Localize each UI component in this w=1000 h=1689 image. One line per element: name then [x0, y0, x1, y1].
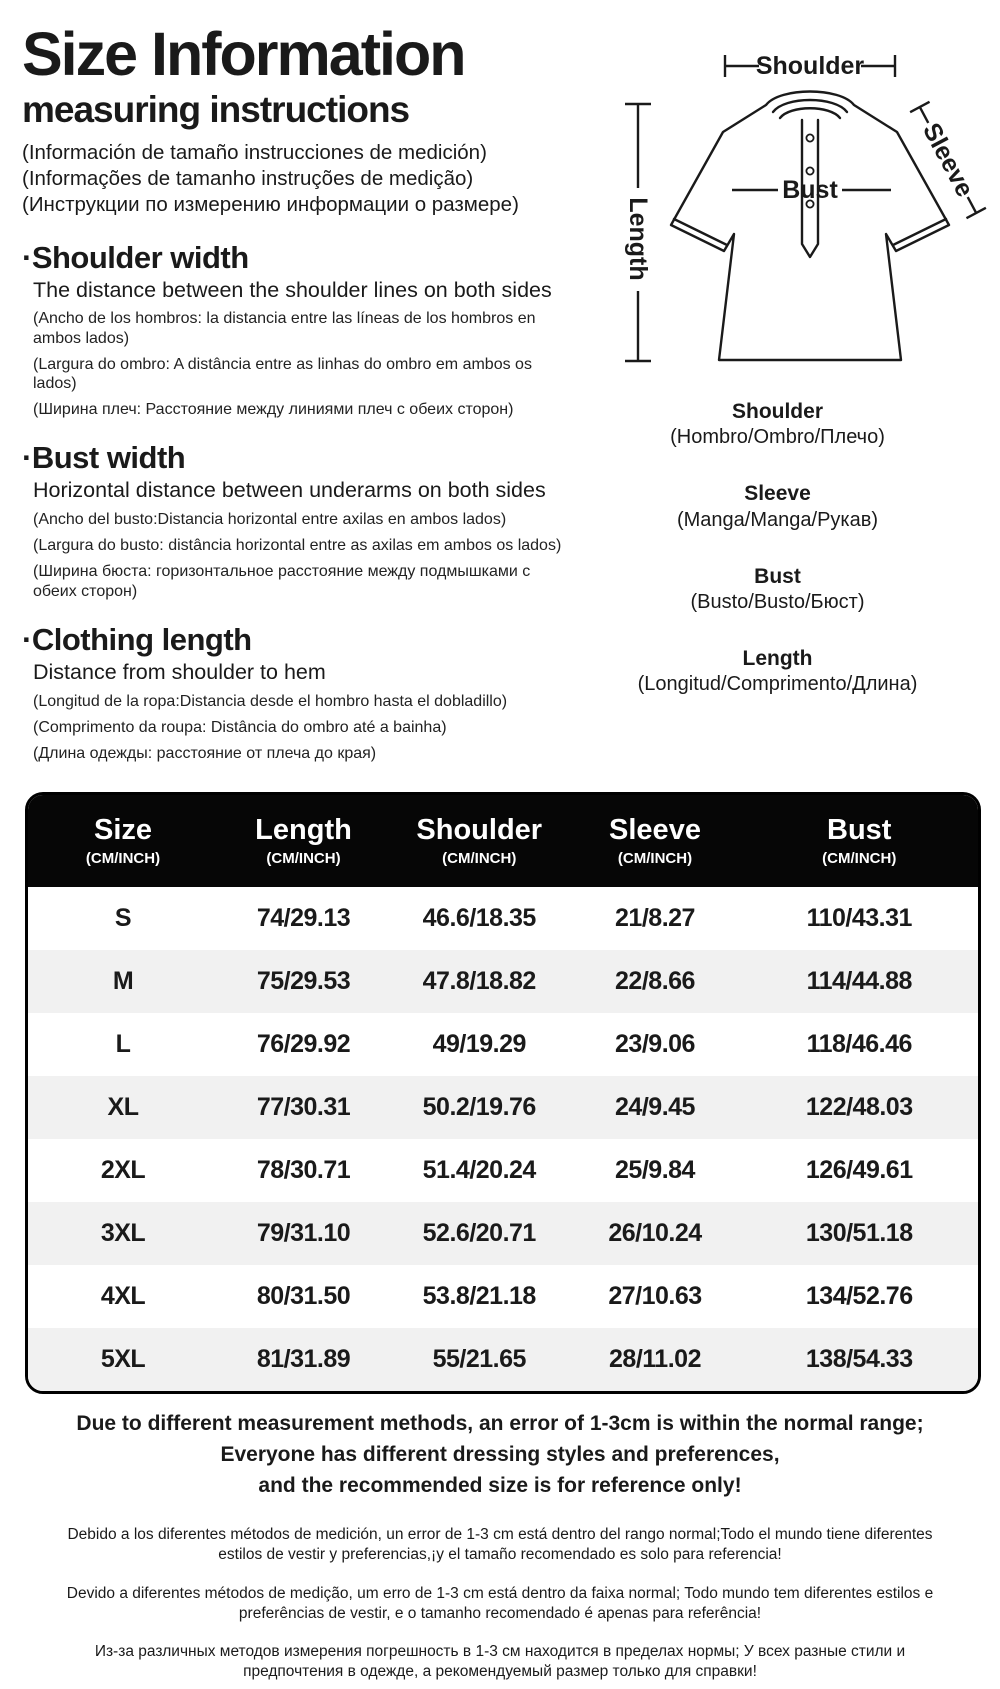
translation-es: (Longitud de la ropa:Distancia desde el hombro hasta el dobladillo) — [33, 692, 508, 710]
table-row — [28, 1265, 978, 1328]
cell-length: 80/31.50 — [256, 1282, 351, 1310]
legend-term: Sleeve — [744, 482, 811, 506]
cell-size: L — [115, 1030, 131, 1058]
subtitle-translations — [22, 140, 567, 219]
cell-sleeve: 21/8.27 — [615, 904, 695, 932]
cell-size: 5XL — [100, 1345, 146, 1373]
table-row — [28, 1139, 978, 1202]
column-header-size — [28, 815, 218, 866]
notice-russian: Из-за различных методов измерения погрешность в 1-3 см находится в пределах нормы; У всех разные стили и предпочтения в одежде, а рекомендуемый размер только для справки! — [94, 1642, 906, 1680]
translation-ru: (Ширина бюста: горизонтальное расстояние между подмышками с обеих сторон) — [33, 563, 531, 600]
translation-pt: (Largura do busto: distância horizontal entre as axilas em ambos os lados) — [33, 537, 562, 555]
notice-english — [0, 1408, 1000, 1501]
section-title: ·Shoulder width — [22, 239, 249, 275]
translation-es: (Ancho del busto:Distancia horizontal entre axilas en ambos lados) — [33, 511, 507, 529]
cell-sleeve: 22/8.66 — [615, 967, 695, 995]
column-unit: (CM/INCH) — [266, 849, 341, 867]
cell-bust: 114/44.88 — [806, 967, 912, 995]
column-title: Size — [93, 814, 153, 847]
table-row — [28, 1076, 978, 1139]
section-description: The distance between the shoulder lines on both sides — [33, 277, 552, 302]
cell-bust: 118/46.46 — [806, 1030, 912, 1058]
diagram-sleeve-label: Sleeve — [917, 118, 979, 202]
table-row — [28, 1328, 978, 1391]
cell-bust: 134/52.76 — [805, 1282, 913, 1310]
table-row — [28, 887, 978, 950]
subtitle-translation-ru: (Инструкции по измерению информации о размере) — [22, 193, 519, 217]
column-title: Shoulder — [416, 814, 543, 847]
column-unit: (CM/INCH) — [822, 849, 897, 867]
cell-shoulder: 50.2/19.76 — [422, 1093, 536, 1121]
cell-length: 79/31.10 — [256, 1219, 351, 1247]
cell-shoulder: 55/21.65 — [432, 1345, 526, 1373]
column-unit: (CM/INCH) — [85, 849, 161, 867]
legend-translation: (Longitud/Comprimento/Длина) — [637, 673, 918, 695]
translation-es: (Ancho de los hombros: la distancia entre las líneas de los hombros en ambos lados) — [33, 310, 536, 347]
legend-item-sleeve — [565, 481, 990, 532]
cell-length: 77/30.31 — [256, 1093, 351, 1121]
table-row — [28, 950, 978, 1013]
column-title: Length — [255, 814, 352, 847]
cell-sleeve: 23/9.06 — [615, 1030, 695, 1058]
legend-translation: (Hombro/Ombro/Плечо) — [670, 426, 885, 449]
button-icon — [806, 134, 813, 141]
cell-shoulder: 49/19.29 — [432, 1030, 526, 1058]
cell-sleeve: 28/11.02 — [609, 1345, 701, 1373]
cell-bust: 126/49.61 — [805, 1156, 913, 1184]
column-unit: (CM/INCH) — [617, 849, 693, 867]
section-shoulder-width — [22, 241, 562, 420]
translation-ru: (Длина одежды: расстояние от плеча до края) — [33, 745, 377, 763]
translation-pt: (Comprimento da roupa: Distância do ombro até a bainha) — [33, 718, 447, 736]
cell-shoulder: 52.6/20.71 — [422, 1219, 536, 1247]
notice-line: Everyone has different dressing styles and preferences, — [220, 1443, 780, 1467]
cell-sleeve: 26/10.24 — [608, 1219, 702, 1247]
subtitle-translation-pt: (Informações de tamanho instruções de medição) — [22, 167, 474, 191]
notice-portuguese: Devido a diferentes métodos de medição, um erro de 1-3 cm está dentro da faixa normal; Todo mundo tem diferentes estilos e preferências de vestir, e o tamanho recomendado é apenas para referência! — [66, 1584, 934, 1622]
section-bust-width — [22, 441, 562, 601]
button-icon — [806, 167, 813, 174]
cell-size: XL — [107, 1093, 139, 1121]
cell-bust: 130/51.18 — [805, 1219, 913, 1247]
notice-spanish: Debido a los diferentes métodos de medición, un error de 1-3 cm está dentro del rango normal;Todo el mundo tiene diferentes estilos de vestir y preferencias,¡y el tamaño recomendado es solo para referencia! — [67, 1526, 933, 1564]
legend-item-bust — [565, 564, 990, 615]
legend-item-shoulder — [565, 399, 990, 450]
legend-translation: (Manga/Manga/Рукав) — [676, 508, 878, 531]
diagram-length-label: Length — [624, 197, 652, 281]
column-title: Sleeve — [609, 814, 701, 847]
section-description: Distance from shoulder to hem — [33, 659, 326, 684]
page-subtitle: measuring instructions — [22, 89, 410, 130]
diagram-shoulder-label: Shoulder — [755, 52, 865, 80]
tshirt-measurement-diagram-icon — [565, 28, 990, 368]
diagram-legend — [565, 399, 990, 697]
cell-size: 3XL — [100, 1219, 146, 1247]
column-title: Bust — [827, 814, 892, 847]
legend-translation: (Busto/Busto/Бюст) — [690, 590, 865, 613]
column-header-length — [218, 815, 389, 866]
cell-sleeve: 24/9.45 — [615, 1093, 695, 1121]
size-table-header — [28, 795, 978, 887]
cell-bust: 138/54.33 — [805, 1345, 913, 1373]
cell-bust: 110/43.31 — [806, 904, 912, 932]
table-row — [28, 1013, 978, 1076]
disclaimer-footer — [0, 1408, 1000, 1682]
section-clothing-length — [22, 623, 562, 763]
cell-sleeve: 25/9.84 — [615, 1156, 695, 1184]
cell-length: 81/31.89 — [256, 1345, 351, 1373]
section-translations — [33, 510, 562, 601]
column-header-bust — [741, 815, 979, 866]
cell-size: S — [114, 904, 132, 932]
cell-size: M — [112, 967, 134, 995]
legend-item-length — [565, 646, 990, 697]
section-title: ·Bust width — [22, 440, 186, 476]
size-table — [25, 792, 981, 1394]
subtitle-translation-es: (Información de tamaño instrucciones de medición) — [22, 140, 487, 164]
column-unit: (CM/INCH) — [442, 849, 517, 867]
section-title: ·Clothing length — [22, 621, 252, 657]
legend-term: Shoulder — [731, 400, 823, 423]
cell-shoulder: 47.8/18.82 — [422, 967, 536, 995]
diagram-bust-label: Bust — [782, 176, 838, 204]
page-title: Size Information — [22, 20, 465, 88]
legend-term: Bust — [754, 564, 801, 588]
column-header-sleeve — [570, 815, 741, 866]
section-translations — [33, 692, 562, 764]
cell-size: 4XL — [100, 1282, 146, 1310]
notice-line: and the recommended size is for reference only! — [258, 1474, 742, 1498]
translation-pt: (Largura do ombro: A distância entre as linhas do ombro em ambos os lados) — [33, 355, 532, 392]
column-header-shoulder — [389, 815, 570, 866]
cell-length: 74/29.13 — [256, 904, 351, 932]
cell-length: 78/30.71 — [256, 1156, 351, 1184]
cell-shoulder: 46.6/18.35 — [422, 904, 536, 932]
cell-shoulder: 53.8/21.18 — [422, 1282, 536, 1310]
cell-size: 2XL — [100, 1156, 146, 1184]
cell-length: 76/29.92 — [256, 1030, 351, 1058]
cell-shoulder: 51.4/20.24 — [422, 1156, 536, 1184]
measuring-instructions-panel — [22, 20, 567, 763]
notice-line: Due to different measurement methods, an error of 1-3cm is within the normal range; — [76, 1412, 924, 1435]
cell-length: 75/29.53 — [256, 967, 351, 995]
cell-sleeve: 27/10.63 — [608, 1282, 702, 1310]
legend-term: Length — [742, 646, 813, 670]
cell-bust: 122/48.03 — [805, 1093, 913, 1121]
shirt-diagram-panel — [565, 28, 990, 728]
table-row — [28, 1202, 978, 1265]
section-translations — [33, 309, 562, 419]
section-description: Horizontal distance between underarms on both sides — [33, 478, 546, 503]
translation-ru: (Ширина плеч: Расстояние между линиями плеч с обеих сторон) — [33, 401, 514, 419]
